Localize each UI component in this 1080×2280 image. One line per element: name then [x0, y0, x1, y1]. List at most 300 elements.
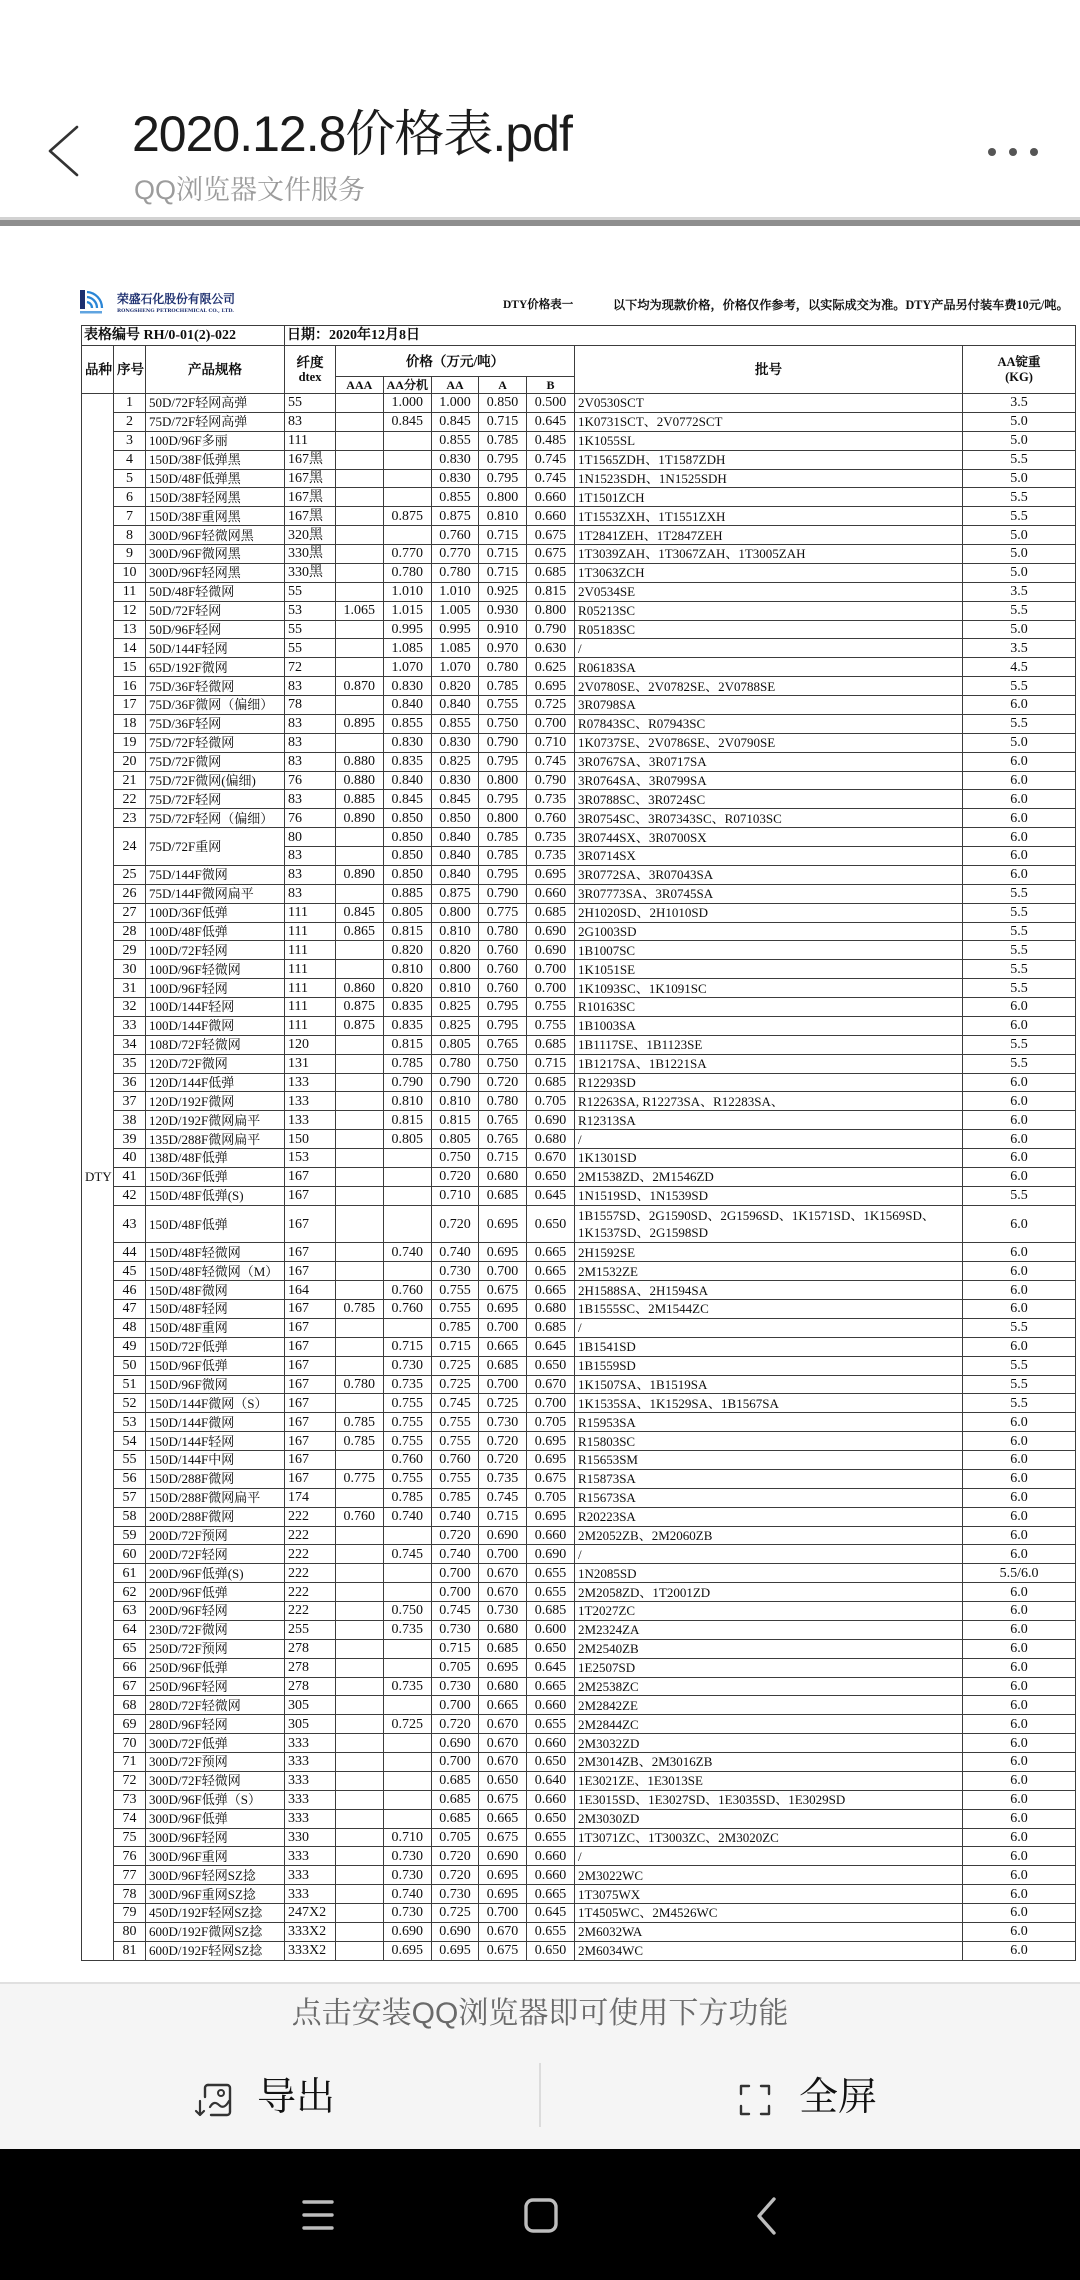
- table-row: [82, 450, 1076, 469]
- batch-number-cell: 2M2058ZD、1T2001ZD: [575, 1583, 963, 1602]
- price-aa-split-cell: 0.850: [383, 847, 432, 866]
- spindle-weight-cell: 6.0: [963, 1904, 1076, 1923]
- price-aa-cell: 0.845: [432, 790, 479, 809]
- spindle-weight-cell: 5.5: [963, 488, 1076, 507]
- batch-number-cell: /: [575, 1318, 963, 1337]
- spindle-weight-cell: 6.0: [963, 1753, 1076, 1772]
- product-spec-cell: 200D/288F微网: [146, 1507, 285, 1526]
- price-b-cell: 0.715: [527, 1054, 575, 1073]
- dtex-cell: 167: [285, 1205, 336, 1243]
- row-number-cell: 56: [114, 1469, 146, 1488]
- price-aa-split-cell: 0.760: [383, 1300, 432, 1319]
- row-number-cell: 19: [114, 733, 146, 752]
- table-row: [82, 1583, 1076, 1602]
- product-spec-cell: 300D/96F微网黑: [146, 545, 285, 564]
- batch-number-cell: 2M2538ZC: [575, 1677, 963, 1696]
- dtex-cell: 78: [285, 696, 336, 715]
- batch-number-cell: 1K0731SCT、2V0772SCT: [575, 412, 963, 431]
- row-number-cell: 66: [114, 1658, 146, 1677]
- price-a-cell: 0.780: [479, 658, 527, 677]
- batch-number-cell: 2G1003SD: [575, 922, 963, 941]
- price-aa-split-cell: 0.730: [383, 1904, 432, 1923]
- table-row: [82, 1205, 1076, 1243]
- price-aaa-cell: [336, 1753, 384, 1772]
- row-number-cell: 61: [114, 1564, 146, 1583]
- row-number-cell: 4: [114, 450, 146, 469]
- product-spec-cell: 250D/96F轻网: [146, 1677, 285, 1696]
- price-aa-cell: 0.830: [432, 771, 479, 790]
- price-aaa-cell: [336, 1262, 384, 1281]
- product-spec-cell: 75D/36F轻微网: [146, 677, 285, 696]
- spindle-weight-cell: 6.0: [963, 998, 1076, 1017]
- install-qq-browser-prompt[interactable]: 点击安装QQ浏览器即可使用下方功能: [291, 1997, 789, 2030]
- price-aa-cell: 0.720: [432, 1847, 479, 1866]
- price-b-cell: 0.655: [527, 1583, 575, 1602]
- table-row: [82, 1734, 1076, 1753]
- spindle-weight-cell: 6.0: [963, 1488, 1076, 1507]
- spindle-weight-cell: 6.0: [963, 1111, 1076, 1130]
- spindle-weight-cell: 6.0: [963, 1847, 1076, 1866]
- price-aa-split-cell: 0.740: [383, 1507, 432, 1526]
- price-b-cell: 0.725: [527, 696, 575, 715]
- product-spec-cell: 65D/192F微网: [146, 658, 285, 677]
- price-aa-cell: 0.725: [432, 1375, 479, 1394]
- price-a-cell: 0.765: [479, 1035, 527, 1054]
- product-spec-cell: 75D/72F重网: [146, 828, 285, 866]
- spindle-weight-cell: 5.0: [963, 563, 1076, 582]
- dtex-cell: 167: [285, 1300, 336, 1319]
- price-aaa-cell: [336, 1337, 384, 1356]
- price-aa-split-cell: 0.830: [383, 733, 432, 752]
- product-spec-cell: 150D/48F低弹(S): [146, 1186, 285, 1205]
- price-aaa-cell: [336, 1394, 384, 1413]
- table-row: [82, 1337, 1076, 1356]
- price-aa-cell: 0.720: [432, 1205, 479, 1243]
- batch-number-cell: [575, 1205, 963, 1243]
- price-a-cell: 0.685: [479, 1639, 527, 1658]
- product-spec-cell: 150D/72F低弹: [146, 1337, 285, 1356]
- row-number-cell: 5: [114, 469, 146, 488]
- spindle-weight-cell: 5.5: [963, 507, 1076, 526]
- price-aa-split-cell: [383, 1583, 432, 1602]
- price-a-cell: 0.670: [479, 1753, 527, 1772]
- header-grade-aa: AA: [432, 377, 479, 394]
- price-aa-split-cell: 0.750: [383, 1602, 432, 1621]
- row-number-cell: 24: [114, 828, 146, 866]
- product-spec-cell: 200D/96F低弹: [146, 1583, 285, 1602]
- price-notice: 以下均为现款价格，价格仅作参考，以实际成交为准。DTY产品另付装车费10元/吨。: [613, 298, 1069, 312]
- price-aa-cell: 1.010: [432, 582, 479, 601]
- product-spec-cell: 300D/96F低弹（S）: [146, 1790, 285, 1809]
- price-aaa-cell: [336, 450, 384, 469]
- table-row: [82, 1696, 1076, 1715]
- product-spec-cell: 150D/38F轻网黑: [146, 488, 285, 507]
- spindle-weight-cell: 6.0: [963, 1866, 1076, 1885]
- price-b-cell: 0.650: [527, 1809, 575, 1828]
- price-b-cell: 0.665: [527, 1281, 575, 1300]
- dtex-cell: 330黑: [285, 563, 336, 582]
- row-number-cell: 22: [114, 790, 146, 809]
- back-button[interactable]: [36, 118, 92, 184]
- batch-number-cell: 3R0788SC、3R0724SC: [575, 790, 963, 809]
- dtex-cell: 167: [285, 1451, 336, 1470]
- row-number-cell: 74: [114, 1809, 146, 1828]
- price-a-cell: 0.800: [479, 809, 527, 828]
- price-aaa-cell: [336, 1564, 384, 1583]
- fullscreen-label: 全屏: [799, 2076, 878, 2119]
- price-aa-cell: 0.770: [432, 545, 479, 564]
- price-a-cell: 0.765: [479, 1111, 527, 1130]
- row-number-cell: 29: [114, 941, 146, 960]
- table-row: [82, 1243, 1076, 1262]
- price-aa-split-cell: 0.690: [383, 1922, 432, 1941]
- price-aa-cell: 0.755: [432, 1432, 479, 1451]
- price-b-cell: 0.600: [527, 1620, 575, 1639]
- price-a-cell: 0.675: [479, 1281, 527, 1300]
- price-aa-cell: 0.730: [432, 1620, 479, 1639]
- price-aaa-cell: [336, 884, 384, 903]
- export-button[interactable]: [180, 2064, 480, 2134]
- batch-number-cell: R05213SC: [575, 601, 963, 620]
- product-spec-cell: 100D/96F轻网: [146, 979, 285, 998]
- table-row: [82, 865, 1076, 884]
- price-aa-cell: 0.805: [432, 1035, 479, 1054]
- row-number-cell: 26: [114, 884, 146, 903]
- dtex-cell: 174: [285, 1488, 336, 1507]
- dtex-cell: 111: [285, 1016, 336, 1035]
- spindle-weight-cell: 6.0: [963, 1432, 1076, 1451]
- price-a-cell: 0.745: [479, 1488, 527, 1507]
- dtex-cell: 167黑: [285, 488, 336, 507]
- table-row: [82, 922, 1076, 941]
- table-row: [82, 1375, 1076, 1394]
- price-aa-split-cell: [383, 1639, 432, 1658]
- price-b-cell: 0.665: [527, 1885, 575, 1904]
- price-b-cell: 0.625: [527, 658, 575, 677]
- price-a-cell: 0.810: [479, 507, 527, 526]
- price-b-cell: 0.660: [527, 884, 575, 903]
- product-spec-cell: 300D/96F轻网SZ捻: [146, 1866, 285, 1885]
- product-spec-cell: 300D/96F重网SZ捻: [146, 1885, 285, 1904]
- price-a-cell: 0.690: [479, 1526, 527, 1545]
- dtex-cell: 333: [285, 1771, 336, 1790]
- dtex-cell: 76: [285, 771, 336, 790]
- table-row: [82, 620, 1076, 639]
- table-row: [82, 1073, 1076, 1092]
- row-number-cell: 35: [114, 1054, 146, 1073]
- price-aa-split-cell: 0.810: [383, 960, 432, 979]
- dtex-cell: 330: [285, 1828, 336, 1847]
- product-spec-cell: 600D/192F轻网SZ捻: [146, 1941, 285, 1960]
- price-b-cell: 0.645: [527, 1904, 575, 1923]
- price-a-cell: 0.695: [479, 1243, 527, 1262]
- table-row: [82, 1866, 1076, 1885]
- pdf-viewer[interactable]: [0, 226, 1080, 1982]
- product-spec-cell: 150D/48F轻微网: [146, 1243, 285, 1262]
- table-row: [82, 412, 1076, 431]
- spindle-weight-cell: 6.0: [963, 790, 1076, 809]
- batch-number-cell: 1B1117SE、1B1123SE: [575, 1035, 963, 1054]
- price-aa-split-cell: 0.740: [383, 1243, 432, 1262]
- price-a-cell: 0.785: [479, 431, 527, 450]
- spindle-weight-cell: 5.0: [963, 526, 1076, 545]
- price-a-cell: 0.650: [479, 1771, 527, 1790]
- price-aa-split-cell: 0.840: [383, 771, 432, 790]
- dtex-cell: 167: [285, 1356, 336, 1375]
- row-number-cell: 7: [114, 507, 146, 526]
- batch-number-cell: 2M6034WC: [575, 1941, 963, 1960]
- product-spec-cell: 280D/72F轻微网: [146, 1696, 285, 1715]
- batch-number-cell: /: [575, 1545, 963, 1564]
- price-b-cell: 0.660: [527, 507, 575, 526]
- price-aa-split-cell: 1.015: [383, 601, 432, 620]
- price-aa-split-cell: 0.735: [383, 1620, 432, 1639]
- batch-number-cell: R20223SA: [575, 1507, 963, 1526]
- home-button[interactable]: [512, 2189, 570, 2243]
- price-a-cell: 0.665: [479, 1337, 527, 1356]
- row-number-cell: 2: [114, 412, 146, 431]
- price-b-cell: 0.650: [527, 1356, 575, 1375]
- row-number-cell: 40: [114, 1149, 146, 1168]
- table-row: [82, 960, 1076, 979]
- table-row: [82, 1771, 1076, 1790]
- price-aa-split-cell: [383, 1167, 432, 1186]
- price-b-cell: 0.735: [527, 847, 575, 866]
- price-aaa-cell: [336, 1602, 384, 1621]
- row-number-cell: 80: [114, 1922, 146, 1941]
- price-aa-cell: 0.755: [432, 1469, 479, 1488]
- spindle-weight-cell: 6.0: [963, 1828, 1076, 1847]
- recent-apps-button[interactable]: [290, 2189, 346, 2243]
- row-number-cell: 81: [114, 1941, 146, 1960]
- price-aa-split-cell: [383, 1149, 432, 1168]
- table-row: [82, 1281, 1076, 1300]
- product-spec-cell: 50D/48F轻微网: [146, 582, 285, 601]
- table-row: [82, 1432, 1076, 1451]
- price-b-cell: 0.815: [527, 582, 575, 601]
- batch-number-cell: 2V0530SCT: [575, 394, 963, 413]
- spindle-weight-cell: 5.5: [963, 601, 1076, 620]
- price-aaa-cell: [336, 960, 384, 979]
- price-aaa-cell: [336, 1677, 384, 1696]
- table-row: [82, 1658, 1076, 1677]
- price-a-cell: 0.800: [479, 488, 527, 507]
- price-aa-split-cell: 0.735: [383, 1375, 432, 1394]
- batch-number-cell: 2M3022WC: [575, 1866, 963, 1885]
- spindle-weight-cell: 5.5: [963, 1394, 1076, 1413]
- price-aa-split-cell: [383, 1186, 432, 1205]
- sheet-title: DTY价格表一: [503, 299, 574, 311]
- price-aaa-cell: 0.870: [336, 677, 384, 696]
- price-aaa-cell: 0.885: [336, 790, 384, 809]
- dtex-cell: 222: [285, 1545, 336, 1564]
- dtex-cell: 76: [285, 809, 336, 828]
- dtex-cell: 222: [285, 1526, 336, 1545]
- product-spec-cell: 100D/144F轻网: [146, 998, 285, 1017]
- spindle-weight-cell: 6.0: [963, 1507, 1076, 1526]
- product-spec-cell: 150D/144F中网: [146, 1451, 285, 1470]
- row-number-cell: 32: [114, 998, 146, 1017]
- batch-number-cell: 2M3032ZD: [575, 1734, 963, 1753]
- batch-number-cell: 3R0798SA: [575, 696, 963, 715]
- price-a-cell: 0.695: [479, 1205, 527, 1243]
- price-b-cell: 0.650: [527, 1753, 575, 1772]
- price-aa-split-cell: 0.715: [383, 1337, 432, 1356]
- price-a-cell: 0.735: [479, 1469, 527, 1488]
- dtex-cell: 333: [285, 1847, 336, 1866]
- action-divider: [539, 2063, 541, 2127]
- price-aaa-cell: [336, 828, 384, 847]
- price-b-cell: 0.700: [527, 714, 575, 733]
- more-options-button[interactable]: [978, 132, 1050, 172]
- dtex-cell: 111: [285, 903, 336, 922]
- system-back-button[interactable]: [740, 2189, 794, 2243]
- price-aaa-cell: [336, 1809, 384, 1828]
- batch-number-cell: 1T3075WX: [575, 1885, 963, 1904]
- price-aa-split-cell: 0.790: [383, 1073, 432, 1092]
- spindle-weight-cell: 5.0: [963, 545, 1076, 564]
- dtex-cell: 111: [285, 922, 336, 941]
- row-number-cell: 48: [114, 1318, 146, 1337]
- document-date: 日期：2020年12月8日: [285, 326, 1076, 346]
- price-a-cell: 0.755: [479, 696, 527, 715]
- fullscreen-button[interactable]: [720, 2064, 1020, 2134]
- table-row: [82, 884, 1076, 903]
- batch-number-cell: 1B1555SC、2M1544ZC: [575, 1300, 963, 1319]
- spindle-weight-cell: 5.5: [963, 1318, 1076, 1337]
- batch-number-cell: 3R0772SA、3R07043SA: [575, 865, 963, 884]
- price-aa-cell: 1.070: [432, 658, 479, 677]
- price-b-cell: 0.700: [527, 1394, 575, 1413]
- header-fineness-label: 纤度: [296, 354, 324, 370]
- price-a-cell: 0.665: [479, 1809, 527, 1828]
- row-number-cell: 64: [114, 1620, 146, 1639]
- price-aaa-cell: 0.780: [336, 1375, 384, 1394]
- price-a-cell: 0.715: [479, 526, 527, 545]
- row-number-cell: 50: [114, 1356, 146, 1375]
- row-number-cell: 1: [114, 394, 146, 413]
- price-b-cell: 0.700: [527, 979, 575, 998]
- price-b-cell: 0.695: [527, 865, 575, 884]
- price-aa-cell: 0.800: [432, 960, 479, 979]
- price-b-cell: 0.650: [527, 1167, 575, 1186]
- price-aaa-cell: [336, 412, 384, 431]
- batch-number-cell: R15673SA: [575, 1488, 963, 1507]
- price-b-cell: 0.695: [527, 1507, 575, 1526]
- row-number-cell: 43: [114, 1205, 146, 1243]
- price-b-cell: 0.645: [527, 1337, 575, 1356]
- dtex-cell: 83: [285, 847, 336, 866]
- price-a-cell: 0.690: [479, 1847, 527, 1866]
- price-b-cell: 0.640: [527, 1771, 575, 1790]
- price-aaa-cell: [336, 847, 384, 866]
- price-aaa-cell: [336, 1526, 384, 1545]
- price-b-cell: 0.655: [527, 1564, 575, 1583]
- dtex-cell: 72: [285, 658, 336, 677]
- table-row: [82, 1790, 1076, 1809]
- batch-number-cell: 1K1301SD: [575, 1149, 963, 1168]
- dtex-cell: 222: [285, 1507, 336, 1526]
- row-number-cell: 63: [114, 1602, 146, 1621]
- spindle-weight-cell: 6.0: [963, 1469, 1076, 1488]
- price-b-cell: 0.660: [527, 1866, 575, 1885]
- batch-number-cell: 1B1559SD: [575, 1356, 963, 1375]
- price-aaa-cell: [336, 1035, 384, 1054]
- price-aa-split-cell: 0.725: [383, 1715, 432, 1734]
- batch-number-cell: R07843SC、R07943SC: [575, 714, 963, 733]
- batch-number-cell: 1T1553ZXH、1T1551ZXH: [575, 507, 963, 526]
- price-aa-split-cell: 0.830: [383, 677, 432, 696]
- price-aa-cell: 0.780: [432, 1054, 479, 1073]
- dtex-cell: 167: [285, 1186, 336, 1205]
- price-aa-cell: 0.750: [432, 1149, 479, 1168]
- back-icon: [740, 2189, 794, 2243]
- price-aaa-cell: 0.875: [336, 998, 384, 1017]
- row-number-cell: 13: [114, 620, 146, 639]
- batch-number-cell: 1N1523SDH、1N1525SDH: [575, 469, 963, 488]
- price-aaa-cell: 0.880: [336, 771, 384, 790]
- header-grade-b: B: [527, 377, 575, 394]
- recent-apps-icon: [290, 2189, 346, 2243]
- table-meta-row: [82, 326, 1076, 346]
- table-row: [82, 469, 1076, 488]
- price-b-cell: 0.675: [527, 1469, 575, 1488]
- price-aa-cell: 0.790: [432, 1073, 479, 1092]
- price-aa-split-cell: 0.730: [383, 1866, 432, 1885]
- price-aa-cell: 0.745: [432, 1394, 479, 1413]
- price-a-cell: 0.930: [479, 601, 527, 620]
- price-aaa-cell: [336, 1639, 384, 1658]
- price-b-cell: 0.710: [527, 733, 575, 752]
- table-row: [82, 1904, 1076, 1923]
- dtex-cell: 222: [285, 1564, 336, 1583]
- spindle-weight-cell: 6.0: [963, 1790, 1076, 1809]
- batch-number-cell: 1B1217SA、1B1221SA: [575, 1054, 963, 1073]
- price-a-cell: 0.790: [479, 884, 527, 903]
- row-number-cell: 38: [114, 1111, 146, 1130]
- table-row: [82, 1111, 1076, 1130]
- table-row: [82, 658, 1076, 677]
- price-aaa-cell: [336, 639, 384, 658]
- dtex-cell: 333: [285, 1753, 336, 1772]
- price-aa-split-cell: [383, 1790, 432, 1809]
- price-aaa-cell: [336, 1847, 384, 1866]
- price-aa-split-cell: 0.885: [383, 884, 432, 903]
- spindle-weight-cell: 6.0: [963, 847, 1076, 866]
- header-grade-aa-split: AA分机: [383, 377, 432, 394]
- batch-number-cell: 3R0767SA、3R0717SA: [575, 752, 963, 771]
- row-number-cell: 52: [114, 1394, 146, 1413]
- price-b-cell: 0.485: [527, 431, 575, 450]
- spindle-weight-cell: 5.5: [963, 1186, 1076, 1205]
- table-row: [82, 1545, 1076, 1564]
- price-aa-cell: 0.700: [432, 1564, 479, 1583]
- product-spec-cell: 300D/96F重网: [146, 1847, 285, 1866]
- spindle-weight-cell: 3.5: [963, 582, 1076, 601]
- spindle-weight-cell: 5.5: [963, 677, 1076, 696]
- price-aa-cell: 0.725: [432, 1356, 479, 1375]
- price-aa-split-cell: 0.850: [383, 828, 432, 847]
- price-aa-cell: 0.800: [432, 903, 479, 922]
- row-number-cell: 69: [114, 1715, 146, 1734]
- table-row: [82, 488, 1076, 507]
- row-number-cell: 62: [114, 1583, 146, 1602]
- spindle-weight-cell: 6.0: [963, 1243, 1076, 1262]
- spindle-weight-cell: 6.0: [963, 696, 1076, 715]
- batch-number-cell: 1T2027ZC: [575, 1602, 963, 1621]
- spindle-weight-cell: 5.5: [963, 960, 1076, 979]
- price-aaa-cell: 1.065: [336, 601, 384, 620]
